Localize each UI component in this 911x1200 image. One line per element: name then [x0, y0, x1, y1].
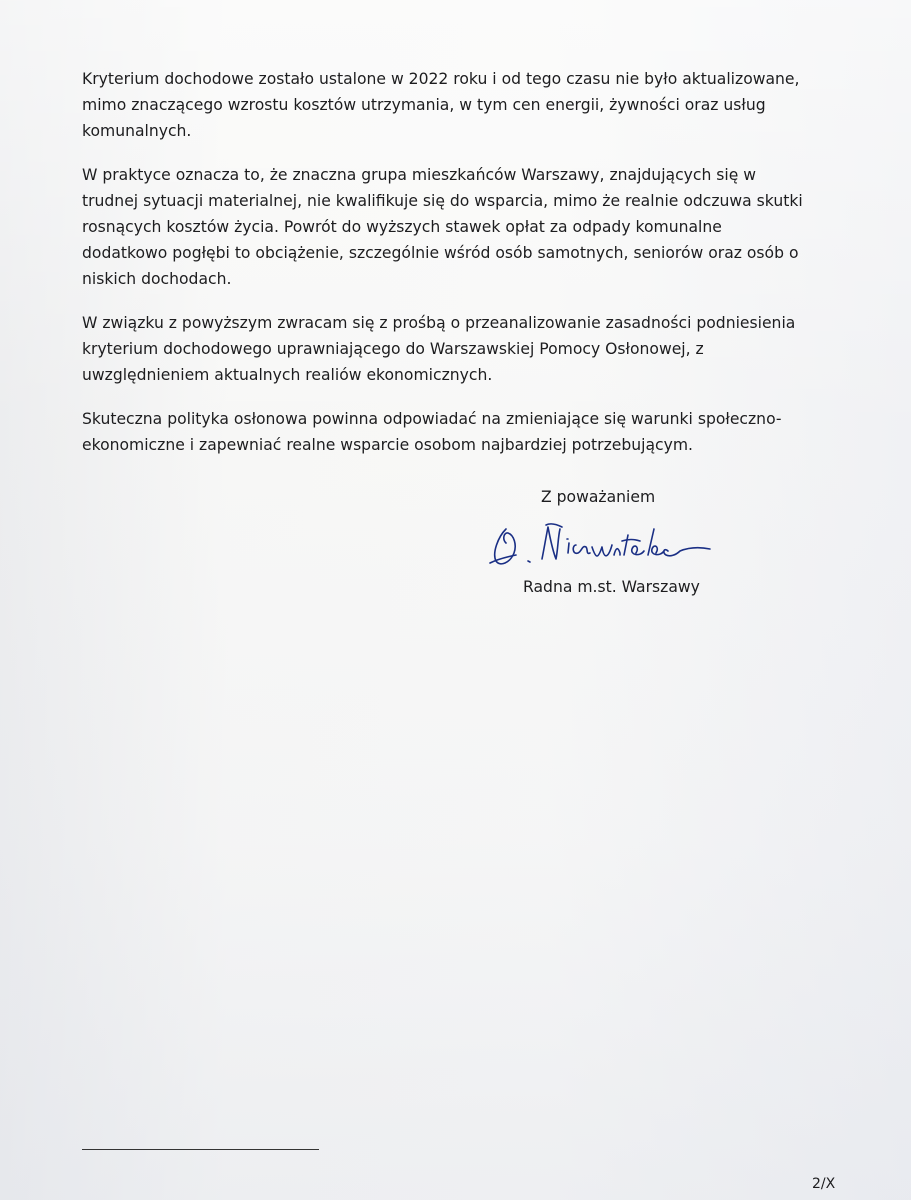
footnote-separator [82, 1149, 319, 1150]
paragraph-practical-impact: W praktyce oznacza to, że znaczna grupa mieszkańców Warszawy, znajdujących się w trudnej sytuacji materialnej, nie kwalifikuje się do wsparcia, mimo że realnie odczuwa skutki rosnących kosztów życia. Powrót do wyższych stawek opłat za odpady komunalne dodatkowo pogłębi to obciążenie, szczególnie wśród osób samotnych, seniorów oraz osób o niskich dochodach. [82, 166, 803, 288]
handwritten-signature [484, 519, 720, 575]
paragraph-request: W związku z powyższym zwracam się z prośbą o przeanalizowanie zasadności podniesienia kryterium dochodowego uprawniającego do Warszawskiej Pomocy Osłonowej, z uwzględnieniem aktualnych realiów ekonomicznych. [82, 314, 796, 384]
closing-salutation: Z poważaniem [541, 488, 656, 506]
page-number: 2/X [812, 1176, 836, 1192]
letter-body [82, 66, 810, 476]
paragraph-income-criterion: Kryterium dochodowe zostało ustalone w 2022 roku i od tego czasu nie było aktualizowane, mimo znaczącego wzrostu kosztów utrzymania, w tym cen energii, żywności oraz usług komunalnych. [82, 70, 800, 140]
paragraph-conclusion: Skuteczna polityka osłonowa powinna odpowiadać na zmieniające się warunki społeczno-ekonomiczne i zapewniać realne wsparcie osobom najbardziej potrzebującym. [82, 410, 782, 454]
signatory-title: Radna m.st. Warszawy [523, 578, 700, 596]
